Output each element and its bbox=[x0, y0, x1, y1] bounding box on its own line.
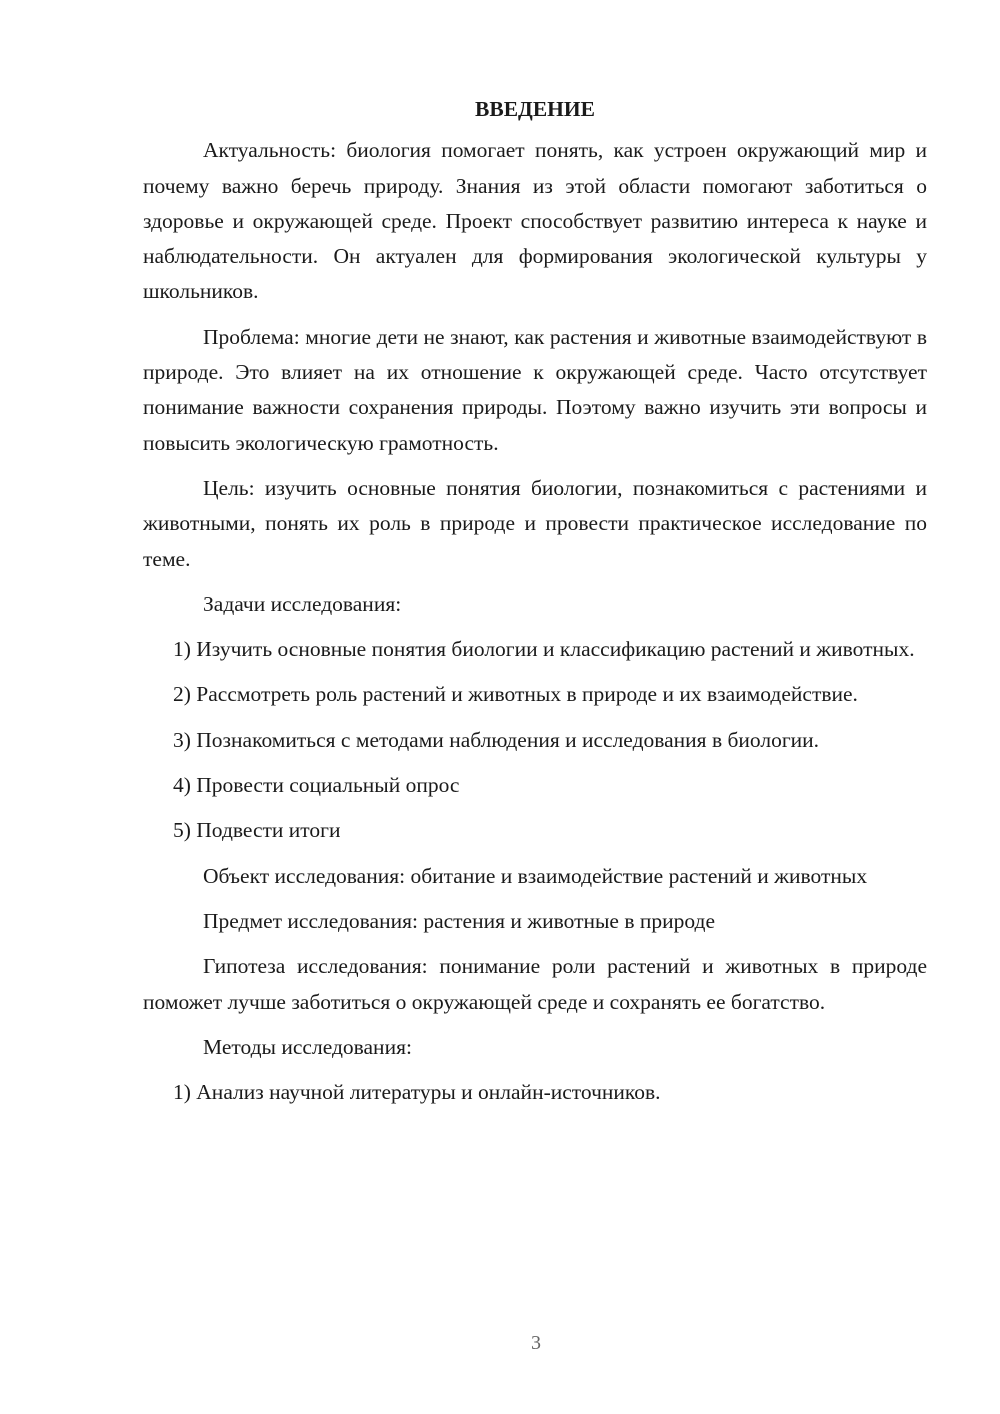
list-item-method-1: 1) Анализ научной литературы и онлайн-источников. bbox=[173, 1080, 661, 1105]
paragraph-hypothesis: Гипотеза исследования: понимание роли растений и животных в природе поможет лучше заботиться о окружающей среде и сохранять ее богатство. bbox=[143, 954, 927, 1014]
list-item-task-4: 4) Провести социальный опрос bbox=[173, 773, 460, 798]
paragraph-problem: Проблема: многие дети не знают, как растения и животные взаимодействуют в природе. Это влияет на их отношение к окружающей среде. Часто отсутствует понимание важности сохранения природы. Поэтому важно изучить эти вопросы и повысить экологическую грамотность. bbox=[143, 324, 927, 455]
paragraph-methods-heading: Методы исследования: bbox=[203, 1034, 412, 1059]
list-item-task-5: 5) Подвести итоги bbox=[173, 818, 341, 843]
paragraph-object: Объект исследования: обитание и взаимодействие растений и животных bbox=[203, 863, 868, 888]
section-title: ВВЕДЕНИЕ bbox=[475, 97, 595, 121]
page-number: 3 bbox=[531, 1332, 541, 1354]
list-item-task-1: 1) Изучить основные понятия биологии и классификацию растений и животных. bbox=[173, 637, 915, 662]
paragraph-subject: Предмет исследования: растения и животные в природе bbox=[203, 908, 716, 933]
page-content bbox=[143, 92, 927, 1120]
paragraph-goal: Цель: изучить основные понятия биологии, познакомиться с растениями и животными, понять их роль в природе и провести практическое исследование по теме. bbox=[143, 475, 927, 571]
list-item-task-3: 3) Познакомиться с методами наблюдения и исследования в биологии. bbox=[173, 727, 820, 752]
list-item-task-2: 2) Рассмотреть роль растений и животных в природе и их взаимодействие. bbox=[173, 682, 858, 707]
paragraph-relevance: Актуальность: биология помогает понять, как устроен окружающий мир и почему важно беречь природу. Знания из этой области помогают заботиться о здоровье и окружающей среде. Проект способствует развитию интереса к науке и наблюдательности. Он актуален для формирования экологической культуры у школьников. bbox=[143, 138, 927, 304]
paragraph-tasks-heading: Задачи исследования: bbox=[203, 591, 402, 616]
